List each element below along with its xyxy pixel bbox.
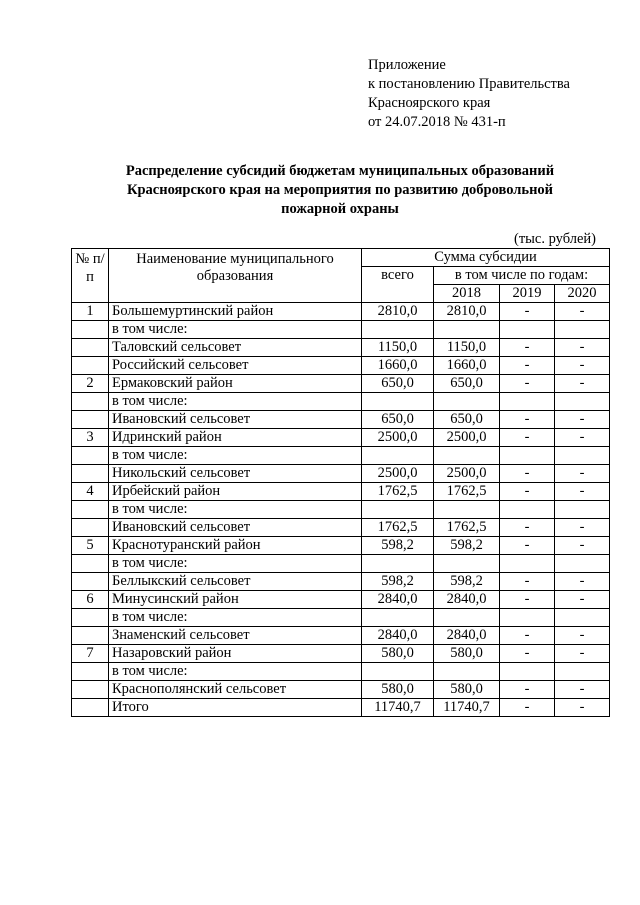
row-number-cell — [72, 609, 109, 627]
row-total-cell: 1150,0 — [362, 339, 434, 357]
row-name-cell: в том числе: — [109, 663, 362, 681]
row-2018-cell: 580,0 — [434, 681, 500, 699]
row-total-cell: 2500,0 — [362, 465, 434, 483]
row-2019-cell — [500, 555, 555, 573]
row-2019-cell: - — [500, 645, 555, 663]
row-2020-cell — [555, 501, 610, 519]
table-row — [72, 699, 610, 717]
row-2019-cell: - — [500, 537, 555, 555]
row-total-cell — [362, 447, 434, 465]
header-row — [72, 249, 610, 267]
table-row — [72, 483, 610, 501]
row-2018-cell: 598,2 — [434, 573, 500, 591]
row-2018-cell — [434, 501, 500, 519]
row-2020-cell: - — [555, 465, 610, 483]
row-2020-cell: - — [555, 537, 610, 555]
row-2018-cell: 1762,5 — [434, 519, 500, 537]
row-name-cell: Итого — [109, 699, 362, 717]
row-name-cell: Ивановский сельсовет — [109, 519, 362, 537]
title-line: Красноярского края на мероприятия по развитию добровольной — [126, 182, 554, 198]
row-number-cell — [72, 393, 109, 411]
row-total-cell — [362, 501, 434, 519]
header-total: всего — [362, 267, 434, 303]
table-row — [72, 447, 610, 465]
row-name-cell: Знаменский сельсовет — [109, 627, 362, 645]
table-row — [72, 645, 610, 663]
row-2018-cell: 580,0 — [434, 645, 500, 663]
row-2019-cell: - — [500, 699, 555, 717]
units-label: (тыс. рублей) — [514, 231, 596, 247]
row-2018-cell: 1762,5 — [434, 483, 500, 501]
row-2020-cell: - — [555, 645, 610, 663]
row-2018-cell: 2840,0 — [434, 627, 500, 645]
row-number-cell — [72, 555, 109, 573]
row-total-cell — [362, 393, 434, 411]
row-name-cell: Ермаковский район — [109, 375, 362, 393]
row-2020-cell — [555, 609, 610, 627]
row-total-cell: 2840,0 — [362, 591, 434, 609]
row-total-cell: 598,2 — [362, 537, 434, 555]
row-2020-cell: - — [555, 699, 610, 717]
row-2019-cell: - — [500, 375, 555, 393]
row-name-cell: Краснополянский сельсовет — [109, 681, 362, 699]
row-number-cell — [72, 339, 109, 357]
table-row — [72, 375, 610, 393]
row-2020-cell: - — [555, 357, 610, 375]
row-2018-cell — [434, 609, 500, 627]
row-2018-cell: 1150,0 — [434, 339, 500, 357]
row-2018-cell: 11740,7 — [434, 699, 500, 717]
row-2019-cell: - — [500, 303, 555, 321]
appendix-block — [368, 56, 570, 132]
row-number-cell — [72, 321, 109, 339]
row-number-cell — [72, 501, 109, 519]
row-number-cell — [72, 681, 109, 699]
row-2019-cell — [500, 609, 555, 627]
row-2018-cell: 598,2 — [434, 537, 500, 555]
row-2018-cell — [434, 393, 500, 411]
row-name-cell: в том числе: — [109, 447, 362, 465]
row-2018-cell: 1660,0 — [434, 357, 500, 375]
row-2019-cell: - — [500, 465, 555, 483]
table-row — [72, 339, 610, 357]
row-total-cell: 1660,0 — [362, 357, 434, 375]
row-2018-cell — [434, 663, 500, 681]
row-number-cell — [72, 411, 109, 429]
table-row — [72, 681, 610, 699]
row-number-cell — [72, 627, 109, 645]
table-row — [72, 555, 610, 573]
row-number-cell: 3 — [72, 429, 109, 447]
table-row — [72, 321, 610, 339]
row-2020-cell — [555, 663, 610, 681]
row-number-cell: 5 — [72, 537, 109, 555]
row-2020-cell — [555, 447, 610, 465]
title-line: пожарной охраны — [281, 201, 399, 217]
row-total-cell: 1762,5 — [362, 519, 434, 537]
row-2019-cell — [500, 321, 555, 339]
row-2019-cell — [500, 663, 555, 681]
row-2019-cell: - — [500, 339, 555, 357]
row-2018-cell: 650,0 — [434, 375, 500, 393]
row-name-cell: в том числе: — [109, 501, 362, 519]
row-2020-cell: - — [555, 483, 610, 501]
row-total-cell — [362, 555, 434, 573]
row-2019-cell: - — [500, 357, 555, 375]
table-row — [72, 519, 610, 537]
table-row — [72, 411, 610, 429]
document-title — [60, 162, 620, 219]
row-2019-cell — [500, 501, 555, 519]
row-total-cell: 2840,0 — [362, 627, 434, 645]
row-total-cell — [362, 321, 434, 339]
row-2019-cell: - — [500, 519, 555, 537]
row-2020-cell: - — [555, 429, 610, 447]
row-total-cell: 580,0 — [362, 645, 434, 663]
row-total-cell: 650,0 — [362, 375, 434, 393]
row-total-cell: 580,0 — [362, 681, 434, 699]
row-name-cell: Никольский сельсовет — [109, 465, 362, 483]
row-number-cell — [72, 519, 109, 537]
header-num: № п/п — [72, 249, 109, 303]
header-sum: Сумма субсидии — [362, 249, 610, 267]
row-2019-cell: - — [500, 681, 555, 699]
row-number-cell — [72, 699, 109, 717]
row-name-cell: Ирбейский район — [109, 483, 362, 501]
appendix-line: к постановлению Правительства — [368, 76, 570, 92]
row-2020-cell: - — [555, 339, 610, 357]
header-year-2019: 2019 — [500, 285, 555, 303]
table-row — [72, 465, 610, 483]
row-name-cell: Российский сельсовет — [109, 357, 362, 375]
row-total-cell: 2810,0 — [362, 303, 434, 321]
row-2020-cell — [555, 393, 610, 411]
row-total-cell — [362, 609, 434, 627]
row-name-cell: в том числе: — [109, 555, 362, 573]
table-row — [72, 627, 610, 645]
row-2018-cell: 2500,0 — [434, 429, 500, 447]
row-name-cell: Минусинский район — [109, 591, 362, 609]
row-2019-cell: - — [500, 627, 555, 645]
row-2020-cell — [555, 321, 610, 339]
row-2019-cell — [500, 393, 555, 411]
title-line: Распределение субсидий бюджетам муниципальных образований — [125, 163, 555, 179]
row-total-cell — [362, 663, 434, 681]
table-row — [72, 501, 610, 519]
row-2020-cell: - — [555, 303, 610, 321]
row-name-cell: Беллыкский сельсовет — [109, 573, 362, 591]
row-number-cell: 4 — [72, 483, 109, 501]
row-2020-cell: - — [555, 591, 610, 609]
row-number-cell — [72, 573, 109, 591]
table-row — [72, 573, 610, 591]
table-row — [72, 537, 610, 555]
table-row — [72, 303, 610, 321]
row-name-cell: Назаровский район — [109, 645, 362, 663]
row-2018-cell: 2810,0 — [434, 303, 500, 321]
row-number-cell: 6 — [72, 591, 109, 609]
row-2018-cell: 650,0 — [434, 411, 500, 429]
row-name-cell: Идринский район — [109, 429, 362, 447]
row-total-cell: 598,2 — [362, 573, 434, 591]
row-2020-cell: - — [555, 411, 610, 429]
row-number-cell — [72, 465, 109, 483]
row-name-cell: в том числе: — [109, 609, 362, 627]
row-number-cell: 1 — [72, 303, 109, 321]
row-2020-cell: - — [555, 681, 610, 699]
appendix-line: Приложение — [368, 57, 446, 73]
table-row — [72, 393, 610, 411]
row-name-cell: Краснотуранский район — [109, 537, 362, 555]
row-2020-cell: - — [555, 627, 610, 645]
row-name-cell: в том числе: — [109, 321, 362, 339]
row-number-cell — [72, 663, 109, 681]
row-2018-cell: 2840,0 — [434, 591, 500, 609]
row-2018-cell — [434, 447, 500, 465]
row-2018-cell — [434, 321, 500, 339]
row-total-cell: 2500,0 — [362, 429, 434, 447]
row-number-cell — [72, 447, 109, 465]
row-number-cell: 7 — [72, 645, 109, 663]
table-row — [72, 429, 610, 447]
table-row — [72, 357, 610, 375]
row-2018-cell — [434, 555, 500, 573]
row-2019-cell: - — [500, 591, 555, 609]
header-by-years: в том числе по годам: — [434, 267, 610, 285]
table-row — [72, 609, 610, 627]
row-name-cell: в том числе: — [109, 393, 362, 411]
row-2020-cell: - — [555, 375, 610, 393]
header-year-2018: 2018 — [434, 285, 500, 303]
row-2020-cell — [555, 555, 610, 573]
appendix-line: Красноярского края — [368, 95, 491, 111]
row-2019-cell: - — [500, 429, 555, 447]
row-2019-cell: - — [500, 483, 555, 501]
row-2020-cell: - — [555, 519, 610, 537]
row-2019-cell — [500, 447, 555, 465]
header-year-2020: 2020 — [555, 285, 610, 303]
header-name: Наименование муниципального образования — [109, 249, 362, 303]
table-row — [72, 663, 610, 681]
row-total-cell: 650,0 — [362, 411, 434, 429]
row-number-cell: 2 — [72, 375, 109, 393]
row-number-cell — [72, 357, 109, 375]
row-2019-cell: - — [500, 411, 555, 429]
table-row — [72, 591, 610, 609]
appendix-line: от 24.07.2018 № 431-п — [368, 114, 506, 130]
row-name-cell: Ивановский сельсовет — [109, 411, 362, 429]
row-total-cell: 1762,5 — [362, 483, 434, 501]
row-2018-cell: 2500,0 — [434, 465, 500, 483]
row-2020-cell: - — [555, 573, 610, 591]
row-name-cell: Большемуртинский район — [109, 303, 362, 321]
subsidies-table — [71, 248, 610, 717]
row-total-cell: 11740,7 — [362, 699, 434, 717]
row-2019-cell: - — [500, 573, 555, 591]
row-name-cell: Таловский сельсовет — [109, 339, 362, 357]
